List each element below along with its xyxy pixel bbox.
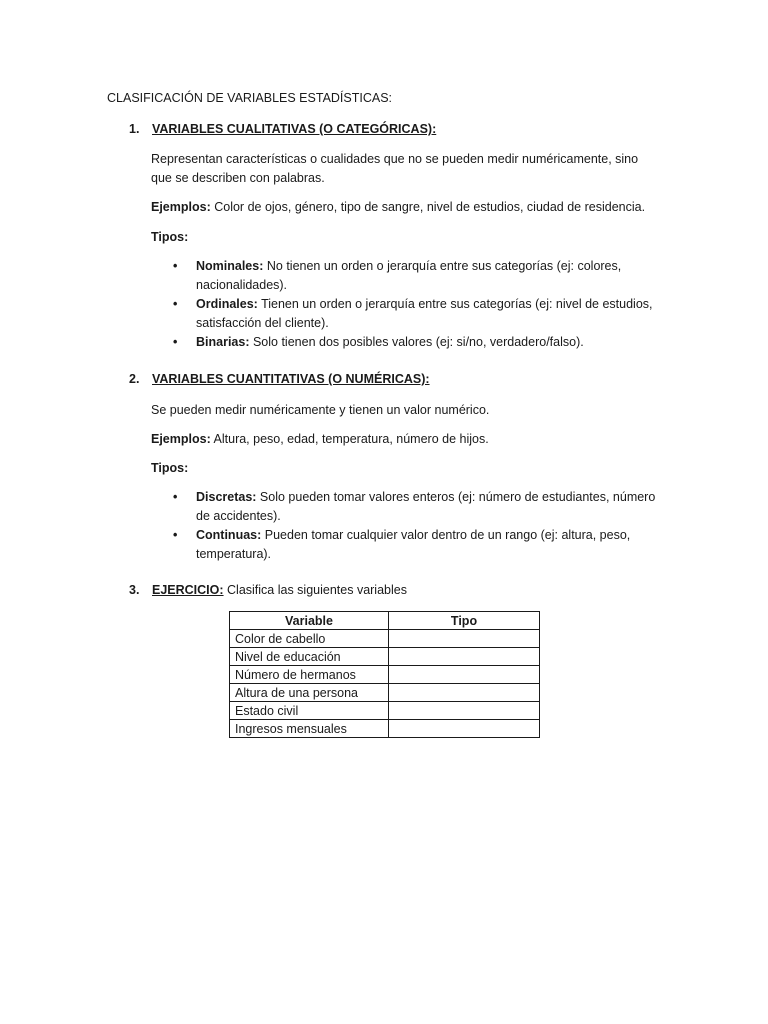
column-header-variable: Variable (230, 612, 389, 630)
type-text-continued: temperatura). (196, 547, 272, 561)
table-row (230, 630, 540, 648)
section-heading: VARIABLES CUALITATIVAS (O CATEGÓRICAS): (152, 122, 437, 136)
variable-cell: Nivel de educación (230, 648, 389, 666)
table-row (230, 702, 540, 720)
bullet-icon: • (173, 259, 178, 273)
type-text-continued: satisfacción del cliente). (196, 316, 329, 330)
examples-label: Ejemplos: (151, 200, 211, 214)
tipo-cell[interactable] (389, 666, 540, 684)
table-row (230, 648, 540, 666)
type-label: Continuas: (196, 528, 262, 542)
tipo-cell[interactable] (389, 684, 540, 702)
section-2-types-label: Tipos: (151, 461, 189, 475)
list-item (173, 526, 673, 564)
list-item (173, 295, 673, 333)
section-2-examples (151, 430, 681, 449)
tipo-cell[interactable] (389, 630, 540, 648)
table-header-row (230, 612, 540, 630)
examples-text: Color de ojos, género, tipo de sangre, nivel de estudios, ciudad de residencia. (210, 200, 646, 214)
section-1-description (151, 150, 681, 188)
bullet-icon: • (173, 335, 178, 349)
description-line: que se describen con palabras. (151, 171, 325, 185)
type-text-continued: de accidentes). (196, 509, 281, 523)
list-item (173, 257, 673, 295)
type-text: Solo tienen dos posibles valores (ej: si/no, verdadero/falso). (249, 335, 584, 349)
bullet-icon: • (173, 528, 178, 542)
column-header-tipo: Tipo (389, 612, 540, 630)
variable-cell: Número de hermanos (230, 666, 389, 684)
exercise-heading-text: Clasifica las siguientes variables (223, 583, 407, 597)
bullet-icon: • (173, 490, 178, 504)
document-title: CLASIFICACIÓN DE VARIABLES ESTADÍSTICAS: (107, 91, 393, 105)
description-line: Representan características o cualidades que no se pueden medir numéricamente, sino (151, 152, 639, 166)
section-2-types-list (173, 488, 673, 564)
exercise-heading-label: EJERCICIO: (152, 583, 224, 597)
section-number: 2. (129, 372, 140, 386)
table-row (230, 684, 540, 702)
section-number: 3. (129, 583, 140, 597)
tipo-cell[interactable] (389, 702, 540, 720)
section-1-types-list (173, 257, 673, 352)
section-heading: VARIABLES CUANTITATIVAS (O NUMÉRICAS): (152, 372, 430, 386)
exercise-heading (152, 583, 407, 597)
tipo-cell[interactable] (389, 648, 540, 666)
section-2-description: Se pueden medir numéricamente y tienen un valor numérico. (151, 403, 490, 417)
type-label: Discretas: (196, 490, 257, 504)
section-number: 1. (129, 122, 140, 136)
type-label: Ordinales: (196, 297, 258, 311)
variable-cell: Color de cabello (230, 630, 389, 648)
table-row (230, 666, 540, 684)
type-text: No tienen un orden o jerarquía entre sus categorías (ej: colores, (263, 259, 622, 273)
section-1-examples (151, 198, 681, 217)
section-1-types-label: Tipos: (151, 230, 189, 244)
variable-cell: Estado civil (230, 702, 389, 720)
type-label: Nominales: (196, 259, 264, 273)
tipo-cell[interactable] (389, 720, 540, 738)
list-item (173, 488, 673, 526)
type-text-continued: nacionalidades). (196, 278, 288, 292)
variable-cell: Altura de una persona (230, 684, 389, 702)
bullet-icon: • (173, 297, 178, 311)
examples-text: Altura, peso, edad, temperatura, número de hijos. (210, 432, 489, 446)
examples-label: Ejemplos: (151, 432, 211, 446)
type-text: Solo pueden tomar valores enteros (ej: número de estudiantes, número (256, 490, 656, 504)
type-label: Binarias: (196, 335, 250, 349)
type-text: Tienen un orden o jerarquía entre sus categorías (ej: nivel de estudios, (257, 297, 653, 311)
list-item (173, 333, 673, 352)
table-row (230, 720, 540, 738)
variable-cell: Ingresos mensuales (230, 720, 389, 738)
exercise-table (229, 611, 540, 738)
type-text: Pueden tomar cualquier valor dentro de un rango (ej: altura, peso, (261, 528, 631, 542)
